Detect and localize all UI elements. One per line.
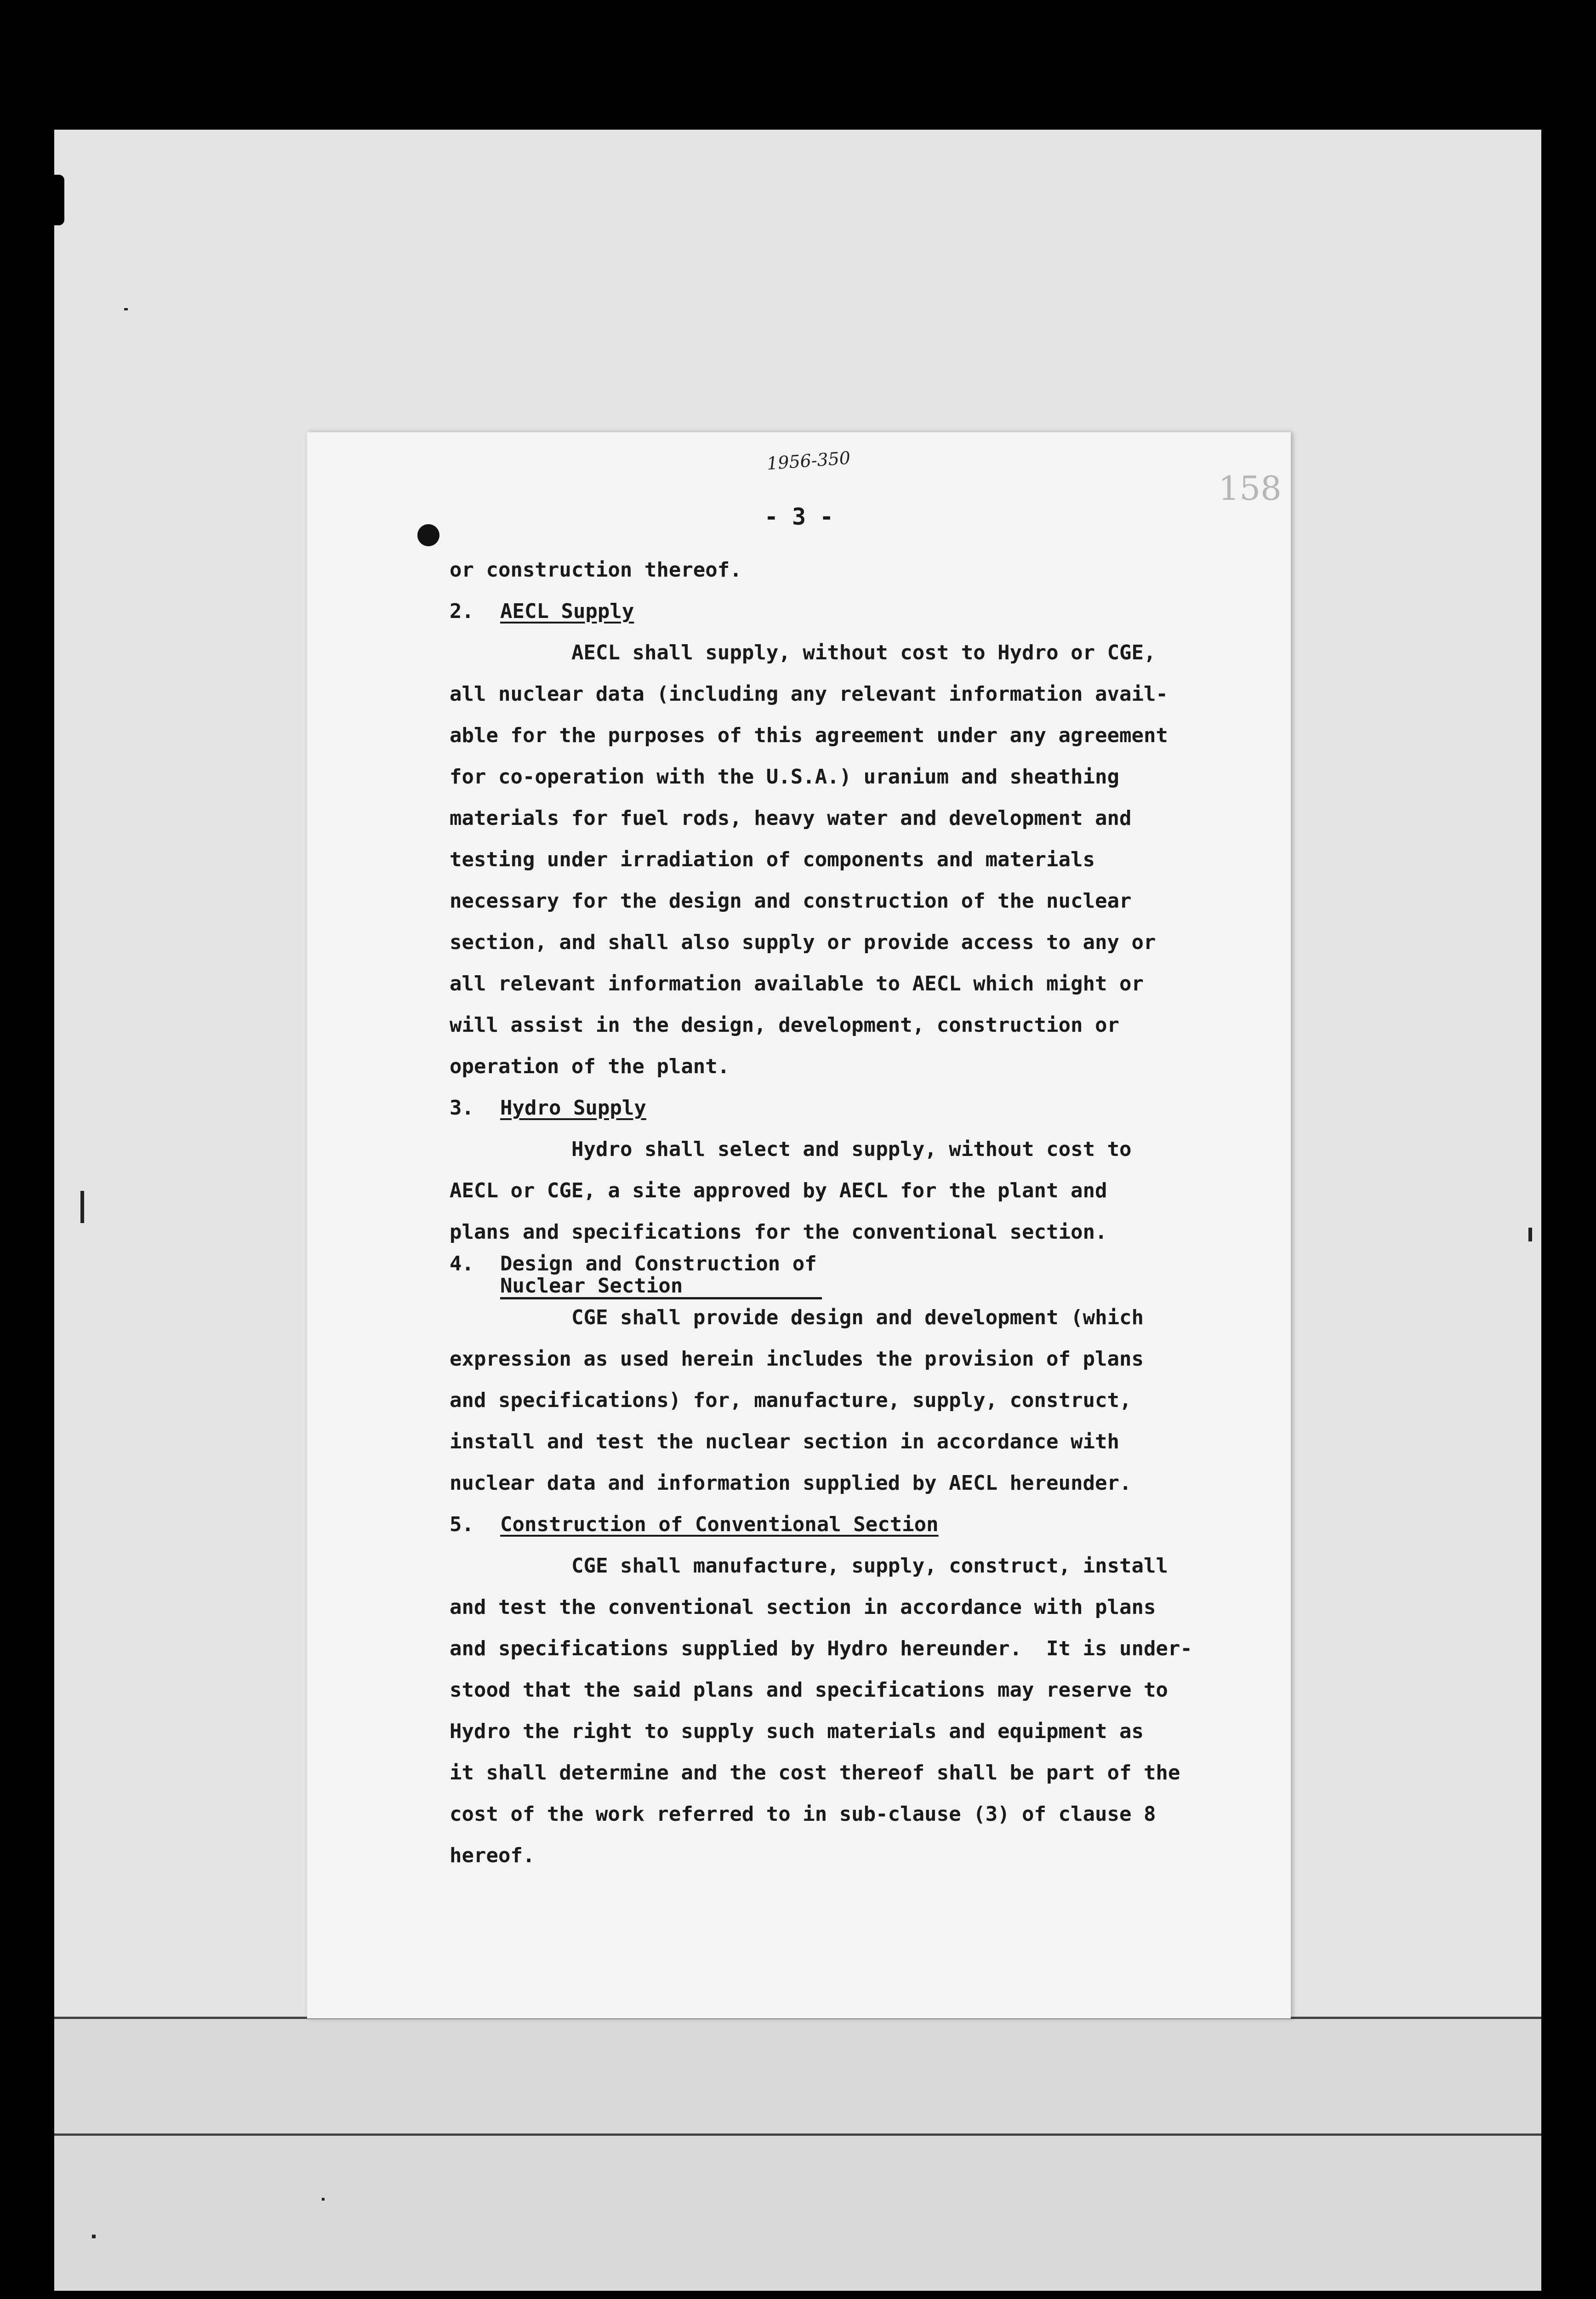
paragraph-line: AECL or CGE, a site approved by AECL for the plant and [450, 1179, 1107, 1202]
paragraph-line: operation of the plant. [450, 1055, 730, 1078]
paragraph-line: expression as used herein includes the provision of plans [450, 1347, 1144, 1371]
paragraph-line: necessary for the design and construction of the nuclear [450, 889, 1132, 913]
paragraph-line: and specifications) for, manufacture, supply, construct, [450, 1389, 1132, 1412]
film-edge-line [54, 2133, 1541, 2136]
document-page [307, 432, 1291, 2019]
paragraph-line: and specifications supplied by Hydro hereunder. It is under- [450, 1637, 1192, 1660]
paragraph-line: hereof. [450, 1844, 535, 1867]
paragraph-line: all relevant information available to AECL which might or [450, 972, 1144, 995]
paragraph-line: cost of the work referred to in sub-clause (3) of clause 8 [450, 1802, 1156, 1826]
paragraph-line: it shall determine and the cost thereof shall be part of the [450, 1761, 1180, 1784]
paragraph-line: materials for fuel rods, heavy water and development and [450, 806, 1132, 830]
paragraph-line: CGE shall manufacture, supply, construct, install [571, 1554, 1168, 1578]
paragraph-line: able for the purposes of this agreement under any agreement [450, 724, 1168, 747]
section-title-line1: Design and Construction of [500, 1252, 817, 1275]
paragraph-line: section, and shall also supply or provide access to any or [450, 931, 1156, 954]
section-number: 2. [450, 600, 474, 623]
paragraph-line: install and test the nuclear section in accordance with [450, 1430, 1119, 1453]
section-heading [450, 1504, 1259, 1545]
section-heading [450, 591, 1259, 632]
section-number: 3. [450, 1096, 474, 1120]
paragraph-line: plans and specifications for the conventional section. [450, 1220, 1107, 1244]
page-number: - 3 - [764, 503, 834, 530]
section-title: AECL Supply [500, 600, 634, 623]
paragraph-line: and test the conventional section in accordance with plans [450, 1596, 1156, 1619]
paragraph-line: Hydro the right to supply such materials and equipment as [450, 1720, 1144, 1743]
section-number: 4. [450, 1252, 474, 1275]
section-number: 5. [450, 1513, 474, 1536]
section-title: Hydro Supply [500, 1096, 646, 1120]
paragraph-line: will assist in the design, development, construction or [450, 1013, 1119, 1037]
paragraph-line: for co-operation with the U.S.A.) uranium and sheathing [450, 765, 1119, 789]
section-title: Construction of Conventional Section [500, 1513, 939, 1536]
paragraph-line: testing under irradiation of components and materials [450, 848, 1095, 871]
paragraph-line: all nuclear data (including any relevant information avail- [450, 682, 1168, 706]
film-lower-band [54, 2019, 1541, 2290]
continuation-line: or construction thereof. [450, 558, 742, 582]
page-stamp-number: 158 [1218, 469, 1282, 508]
section-heading [450, 1253, 1259, 1297]
paragraph-line: nuclear data and information supplied by AECL hereunder. [450, 1471, 1132, 1495]
document-body [450, 549, 1259, 1876]
paragraph-line: stood that the said plans and specifications may reserve to [450, 1678, 1168, 1702]
handwritten-reference: 1956-350 [766, 447, 851, 474]
film-notch [54, 175, 64, 225]
paragraph-line: CGE shall provide design and development (which [571, 1306, 1144, 1329]
paragraph-line: Hydro shall select and supply, without cost to [571, 1138, 1132, 1161]
section-title-line2: Nuclear Section [500, 1275, 822, 1299]
paragraph-line: AECL shall supply, without cost to Hydro or CGE, [571, 641, 1156, 664]
section-heading [450, 1087, 1259, 1129]
